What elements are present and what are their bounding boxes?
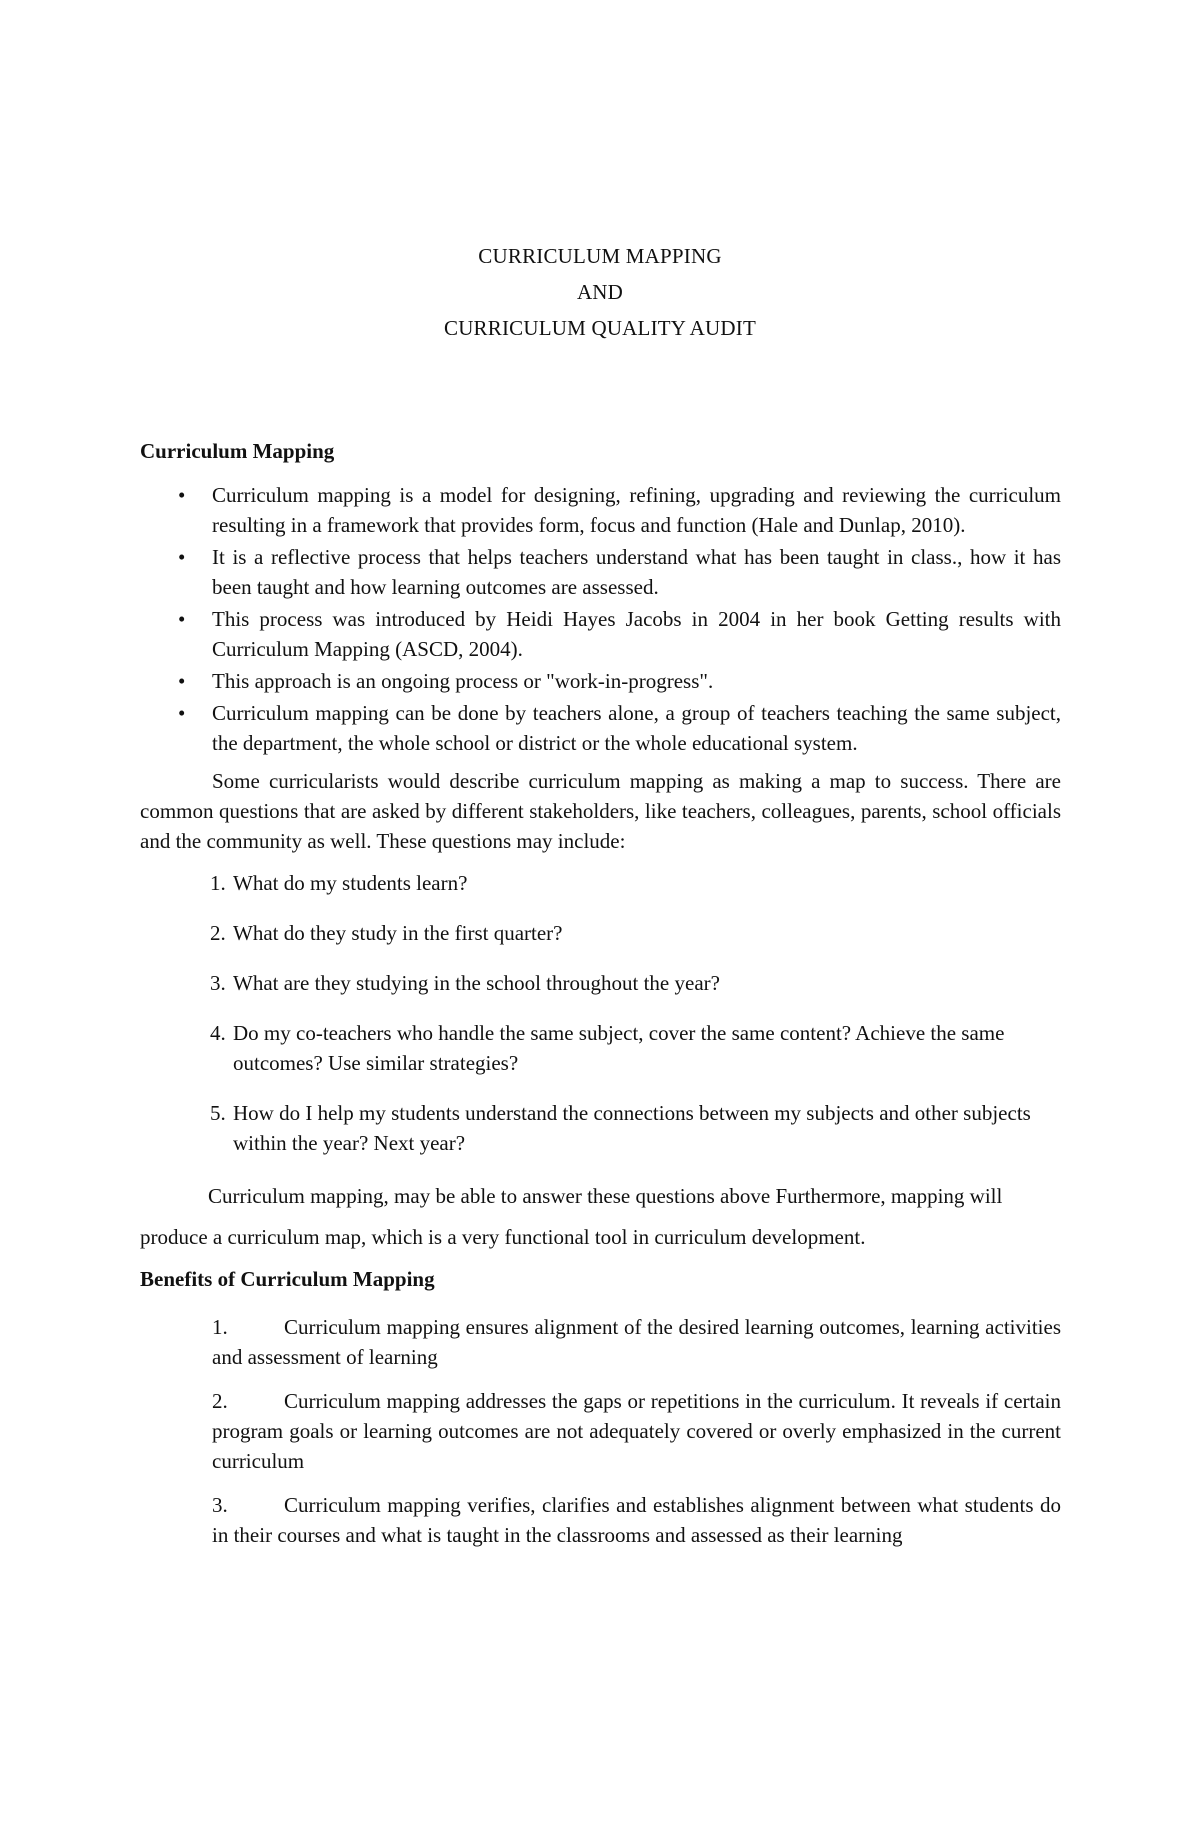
questions-list: [140, 868, 1061, 1158]
bullet-item: [140, 604, 1061, 664]
benefit-number: 2.: [212, 1389, 228, 1413]
title-line-2: AND: [576, 280, 624, 304]
question-text: What are they studying in the school throughout the year?: [233, 971, 720, 995]
closing-paragraph: Curriculum mapping, may be able to answer these questions above Furthermore, mapping will produce a curriculum map, which is a very functional tool in curriculum development.: [140, 1184, 1003, 1249]
question-number: 5.: [210, 1101, 226, 1125]
bullet-text: It is a reflective process that helps teachers understand what has been taught in class., how it has been taught and how learning outcomes are assessed.: [212, 545, 1061, 599]
benefit-item: [140, 1490, 1061, 1550]
document-title: [0, 238, 1200, 346]
question-text: What do my students learn?: [233, 871, 468, 895]
bullet-text: Curriculum mapping can be done by teachers alone, a group of teachers teaching the same subject, the department, the whole school or district or the whole educational system.: [212, 701, 1061, 755]
question-text: How do I help my students understand the connections between my subjects and other subjects within the year? Next year?: [233, 1101, 1031, 1155]
title-line-1: CURRICULUM MAPPING: [478, 244, 722, 268]
benefits-list: [140, 1312, 1061, 1550]
question-number: 2.: [210, 921, 226, 945]
bullet-text: Curriculum mapping is a model for designing, refining, upgrading and reviewing the curriculum resulting in a framework that provides form, focus and function (Hale and Dunlap, 2010).: [212, 483, 1061, 537]
benefit-number: 3.: [212, 1493, 228, 1517]
bullet-item: [140, 666, 1061, 696]
bullet-icon: •: [178, 701, 186, 725]
document-body: [140, 436, 1061, 1564]
bullet-icon: •: [178, 545, 186, 569]
benefit-text: Curriculum mapping addresses the gaps or repetitions in the curriculum. It reveals if certain program goals or learning outcomes are not adequately covered or overly emphasized in the current curriculum: [212, 1389, 1061, 1473]
title-line-3: CURRICULUM QUALITY AUDIT: [443, 316, 756, 340]
bullet-text: This process was introduced by Heidi Hayes Jacobs in 2004 in her book Getting results with Curriculum Mapping (ASCD, 2004).: [212, 607, 1061, 661]
question-item: [140, 1018, 1061, 1078]
question-number: 3.: [210, 971, 226, 995]
definition-bullet-list: [140, 480, 1061, 758]
question-number: 4.: [210, 1021, 226, 1045]
question-text: Do my co-teachers who handle the same subject, cover the same content? Achieve the same outcomes? Use similar strategies?: [233, 1021, 1005, 1075]
bullet-icon: •: [178, 483, 186, 507]
bullet-text: This approach is an ongoing process or "work-in-progress".: [212, 669, 714, 693]
question-number: 1.: [210, 871, 226, 895]
section-heading-benefits: Benefits of Curriculum Mapping: [140, 1267, 435, 1291]
benefit-text: Curriculum mapping ensures alignment of the desired learning outcomes, learning activities and assessment of learning: [212, 1315, 1061, 1369]
bullet-item: [140, 542, 1061, 602]
question-item: [140, 1098, 1061, 1158]
question-text: What do they study in the first quarter?: [233, 921, 563, 945]
bullet-item: [140, 698, 1061, 758]
benefit-text: Curriculum mapping verifies, clarifies and establishes alignment between what students do in their courses and what is taught in the classrooms and assessed as their learning: [212, 1493, 1061, 1547]
benefit-item: [140, 1386, 1061, 1476]
benefit-item: [140, 1312, 1061, 1372]
bullet-icon: •: [178, 607, 186, 631]
intro-paragraph: Some curricularists would describe curriculum mapping as making a map to success. There are common questions that are asked by different stakeholders, like teachers, colleagues, parents, school officials and the community as well. These questions may include:: [140, 769, 1061, 853]
section-heading-curriculum-mapping: Curriculum Mapping: [140, 439, 335, 463]
bullet-item: [140, 480, 1061, 540]
question-item: [140, 968, 1061, 998]
benefit-number: 1.: [212, 1315, 228, 1339]
question-item: [140, 918, 1061, 948]
question-item: [140, 868, 1061, 898]
bullet-icon: •: [178, 669, 186, 693]
